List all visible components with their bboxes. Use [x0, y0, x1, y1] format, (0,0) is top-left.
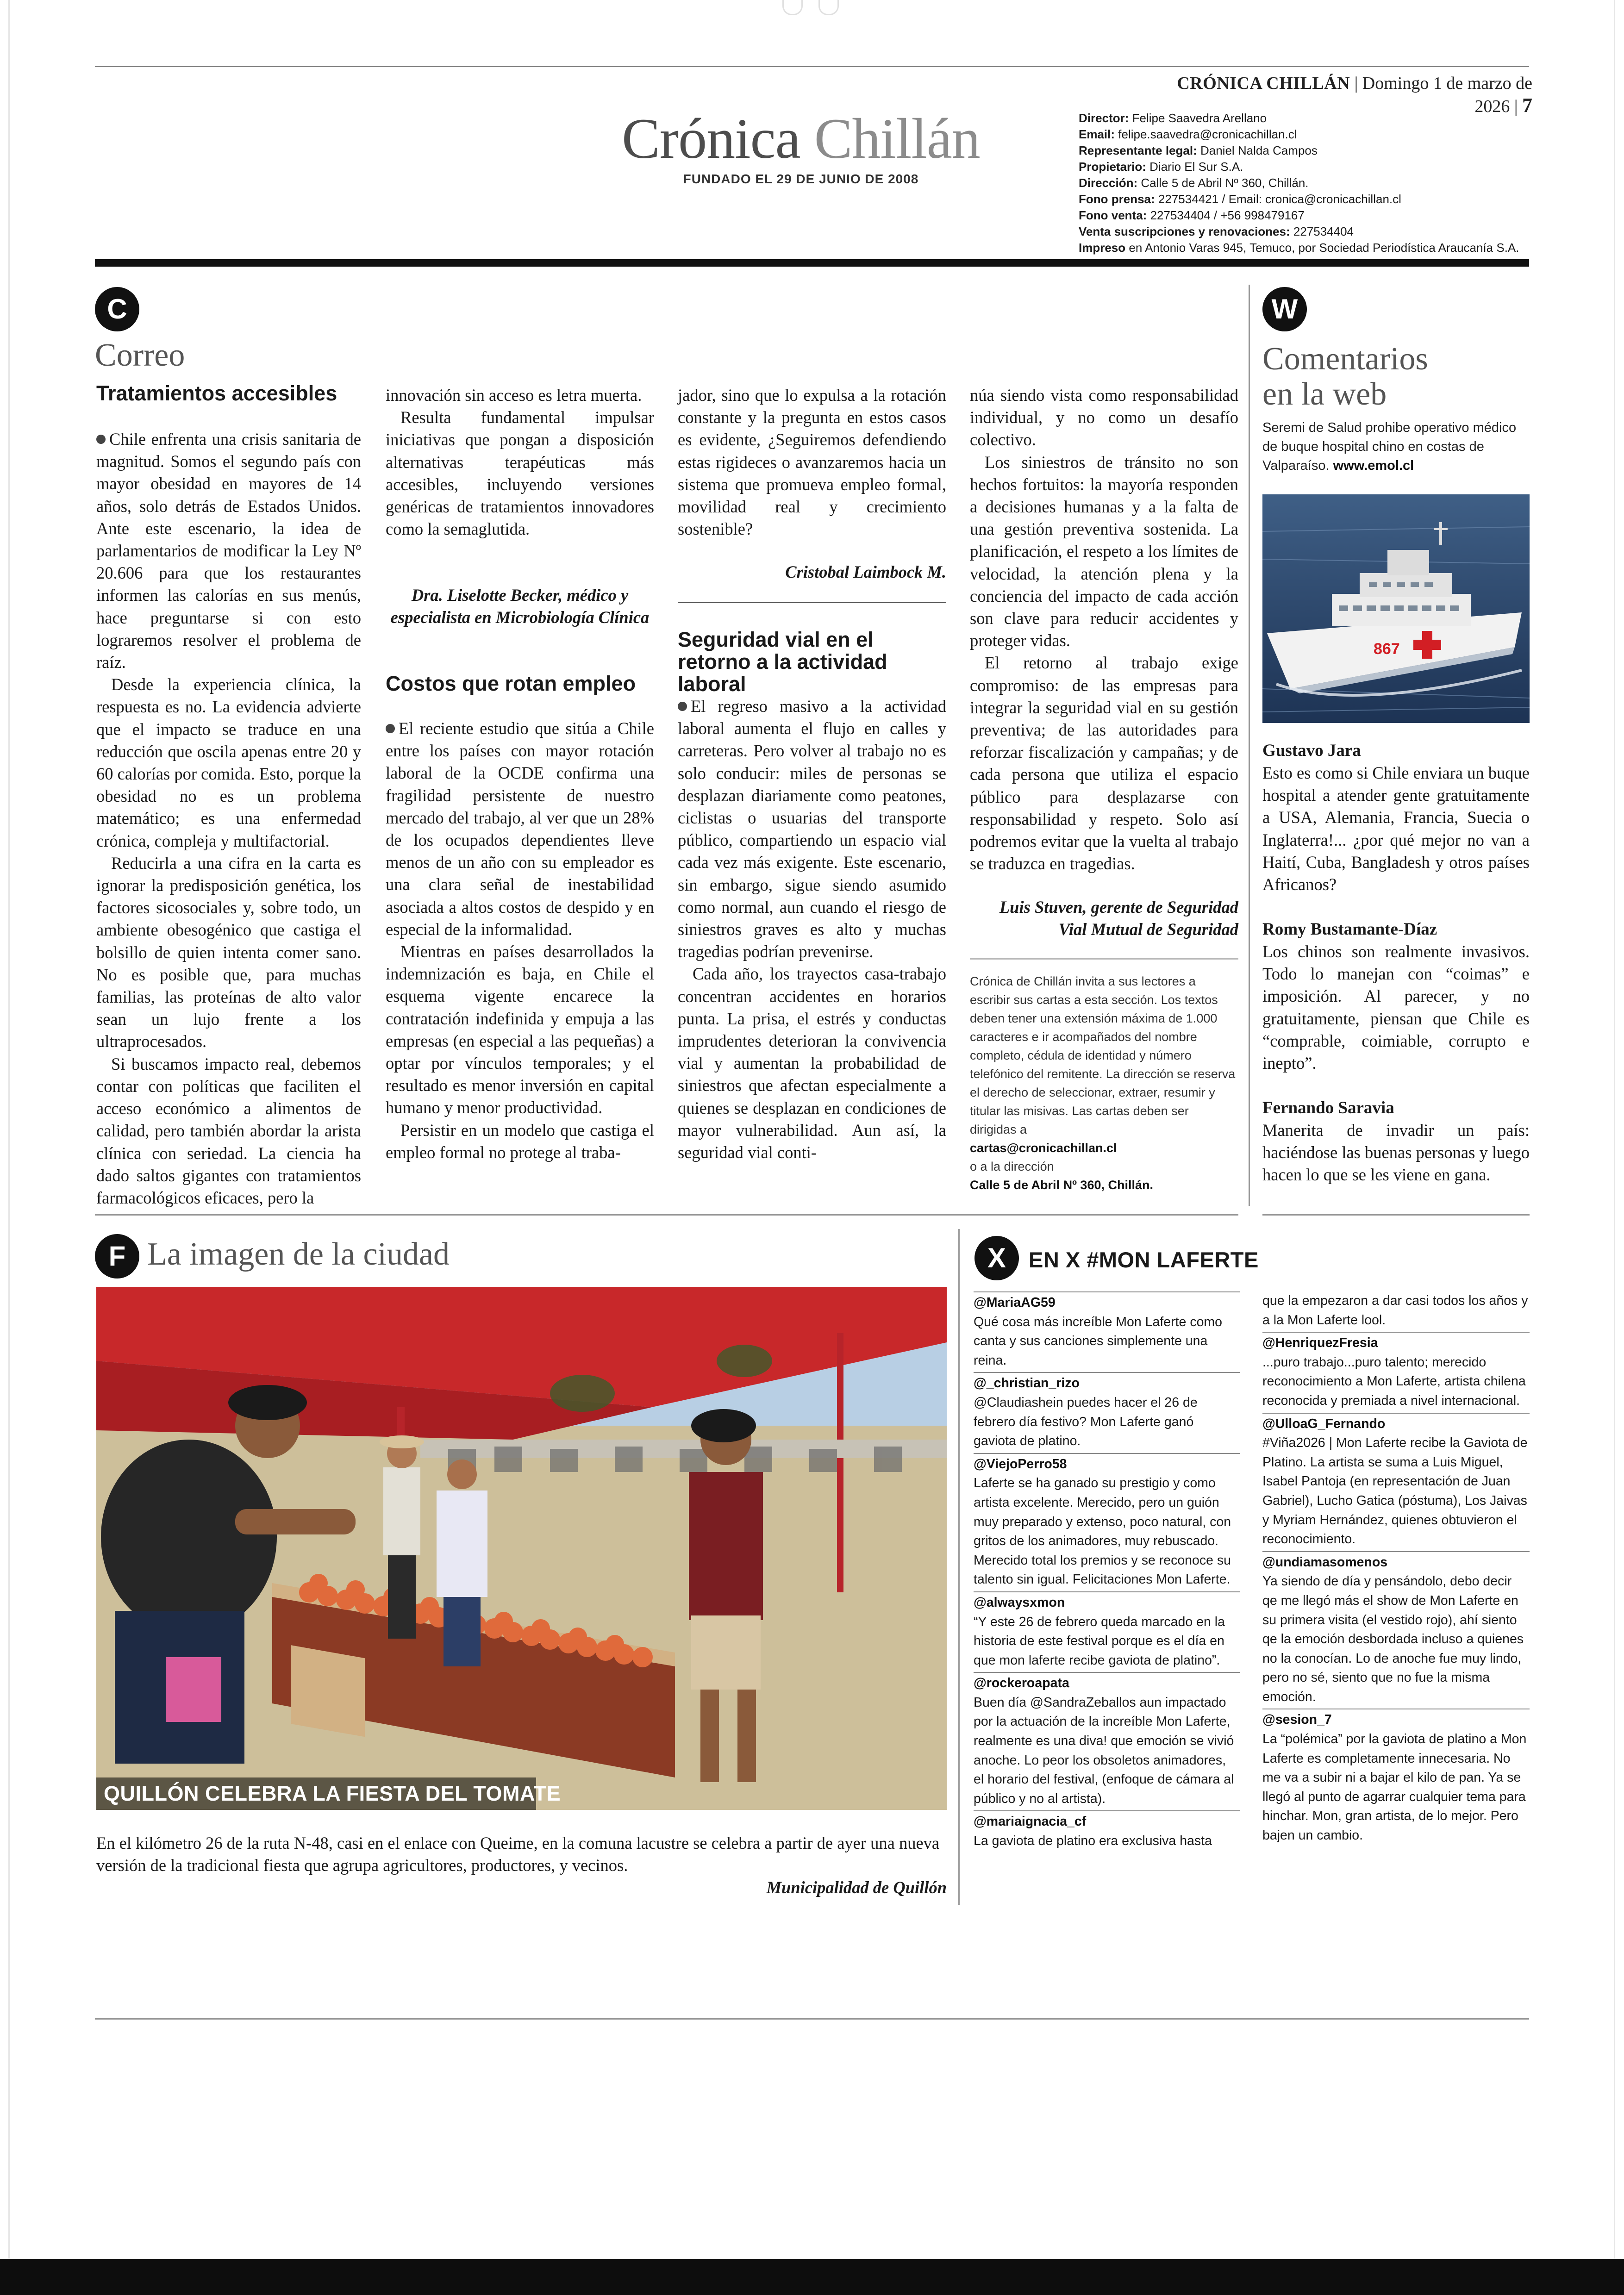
- comment-author: Romy Bustamante-Díaz: [1262, 920, 1437, 939]
- comment-text: Manerita de invadir un país: haciéndose las buenas personas y luego hacen lo que se les viene en gana.: [1262, 1121, 1530, 1185]
- article-signature: Cristobal Laimbock M.: [785, 562, 946, 581]
- article-paragraph: [96, 428, 361, 674]
- photo-description: En el kilómetro 26 de la ruta N-48, casi en el enlace con Queime, en la comuna lacustre se celebra a partir de ayer una nueva versión de la tradicional fiesta que agrupa agricultores, productores, y vecinos.: [96, 1834, 940, 1875]
- article-paragraph: [96, 1053, 361, 1209]
- comment-author: Fernando Saravia: [1262, 1098, 1394, 1117]
- tweet-text: La “polémica” por la gaviota de platino a Mon Laferte es completamente innecesaria. No me va a subir ni a bajar el kilo de pan. Ya se llegó al punto de agarrar cualquier tema para hinchar. Mon, gran artista, de lo mejor. Pero bajen un cambio.: [1262, 1732, 1527, 1843]
- staff-value: Daniel Nalda Campos: [1197, 143, 1318, 157]
- logo-word-2: Chillán: [814, 107, 980, 170]
- photo-caption: QUILLÓN CELEBRA LA FIESTA DEL TOMATE: [104, 1782, 561, 1805]
- paragraph-text: Chile enfrenta una crisis sanitaria de magnitud. Somos el segundo país con mayor obesidad en mayores de 14 años, solo detrás de Estados Unidos. Ante este escenario, la idea de parlamentarios de modificar la Ley Nº 20.606 para que los restaurantes informen las calorías en sus menús, hace preguntarse si con esto lograremos resolver el problema de raíz.: [96, 430, 361, 672]
- tweet-handle[interactable]: @rockeroapata: [974, 1672, 1240, 1693]
- paragraph-text: innovación sin acceso es letra muerta.: [386, 386, 642, 405]
- section-badge-imagen: F: [95, 1234, 139, 1278]
- section-title-x: EN X #MON LAFERTE: [1029, 1247, 1259, 1272]
- staff-value: Felipe Saavedra Arellano: [1129, 111, 1267, 125]
- staff-label: Dirección:: [1079, 176, 1138, 190]
- tweet-text: “Y este 26 de febrero queda marcado en la historia de este festival porque es el día en que mon laferte recibe gaviota de platino”.: [974, 1614, 1225, 1668]
- staff-value: en Antonio Varas 945, Temuco, por Sociedad Periodística Araucanía S.A.: [1125, 241, 1519, 255]
- article-paragraph: [678, 695, 946, 963]
- top-rule: [95, 66, 1529, 67]
- signature-line: Vial Mutual de Seguridad: [1058, 920, 1238, 939]
- comment-author: Gustavo Jara: [1262, 741, 1361, 760]
- staff-label: Fono venta:: [1079, 208, 1147, 222]
- page-nav-dots: [782, 0, 839, 15]
- paragraph-text: Resulta fundamental impulsar iniciativas que pongan a disposición alternativas terapéuticas más accesibles, incluyendo versiones genéricas de tratamientos innovadores como la semaglutida.: [386, 408, 654, 539]
- article-signature: [970, 896, 1238, 941]
- staff-line: [1079, 240, 1542, 256]
- paragraph-text: Desde la experiencia clínica, la respuesta es no. La evidencia advierte que el impacto se traduce en una reducción que oscila apenas entre 20 y 60 calorías por comida. Esto, porque la obesidad no es un problema matemático; es una enfermedad crónica, compleja y multifactorial.: [96, 675, 361, 850]
- viewer-bottom-bar: [0, 2259, 1624, 2295]
- paragraph-text: núa siendo vista como responsabilidad individual, y no como un desafío colectivo.: [970, 386, 1238, 449]
- note-email[interactable]: cartas@cronicachillan.cl: [970, 1141, 1117, 1155]
- ship-image: [1262, 494, 1530, 723]
- web-intro: [1262, 418, 1529, 475]
- tweet-handle[interactable]: @ViejoPerro58: [974, 1453, 1240, 1474]
- staff-value: Diario El Sur S.A.: [1146, 160, 1243, 174]
- signature-line: Luis Stuven, gerente de Seguridad: [999, 898, 1238, 917]
- tweet-handle[interactable]: @MariaAG59: [974, 1291, 1240, 1313]
- paragraph-text: Mientras en países desarrollados la indemnización es baja, en Chile el esquema vigente encarece la contratación indefinida y empuja a las empresas (en especial a las pequeñas) a optar por vínculos temporales; y el resultado es menor inversión en capital humano y menor productividad.: [386, 942, 654, 1117]
- masthead-logo: [602, 109, 1000, 169]
- staff-line: [1079, 175, 1542, 191]
- tweet-handle[interactable]: @alwaysxmon: [974, 1591, 1240, 1613]
- tweet-handle[interactable]: @sesion_7: [1262, 1709, 1530, 1730]
- article-column: [970, 384, 1238, 875]
- section-badge-correo: C: [95, 287, 139, 331]
- logo-word-1: Crónica: [622, 107, 800, 170]
- paragraph-text: El retorno al trabajo exige compromiso: de las empresas para integrar la seguridad vial en su gestión preventiva; de las autoridades para reforzar fiscalización y campañas; y de cada persona que utiliza el espacio público para desplazarse con responsabilidad y respeto. Solo así podremos evitar que la vuelta al trabajo se traduzca en tragedias.: [970, 653, 1238, 873]
- comment-text: Esto es como si Chile enviara un buque hospital a atender gente gratuitamente a USA, Alemania, Francia, Suecia o Inglaterra!... ¿por qué mejor no van a Haití, Cuba, Bangladesh y otros países Africanos?: [1262, 763, 1530, 894]
- title-line: en la web: [1262, 376, 1387, 412]
- staff-line: [1079, 143, 1542, 159]
- masthead-rule: [95, 259, 1529, 267]
- tweet-handle[interactable]: @mariaignacia_cf: [974, 1810, 1240, 1832]
- section-badge-web: W: [1262, 287, 1307, 331]
- paragraph-text: jador, sino que lo expulsa a la rotación constante y la pregunta en estos casos es evidente, ¿Seguiremos defendiendo estas rigideces o avanzaremos hacia un sistema que promueva empleo formal, movilidad real y crecimiento sostenible?: [678, 386, 946, 539]
- article-column: [678, 384, 946, 540]
- correo-end-rule: [95, 1214, 1238, 1216]
- note-text: Crónica de Chillán invita a sus lectores a escribir sus cartas a esta sección. Los textos deben tener una extensión máxima de 1.000 caracteres e ir acompañados del nombre completo, cédula de identidad y número telefónico del remitente. La dirección se reserva el derecho de seleccionar, extraer, resumir y titular las misivas. Las cartas deben ser dirigidas a: [970, 974, 1236, 1136]
- article-paragraph: [386, 406, 654, 540]
- article-column: [386, 384, 654, 540]
- tweet-handle[interactable]: @HenriquezFresia: [1262, 1332, 1530, 1353]
- tweet-text: Buen día @SandraZeballos aun impactado por la actuación de la increíble Mon Laferte, realmente es una diva! que emoción se vivió anoche. Lo peor los obsoletos animadores, el horario del festival, (enfoque de cámara al público y no al artista).: [974, 1695, 1234, 1806]
- article-paragraph: [386, 384, 654, 406]
- staff-line: [1079, 191, 1542, 207]
- tweet-text: Qué cosa más increíble Mon Laferte como canta y sus canciones simplemente una reina.: [974, 1314, 1223, 1368]
- article-paragraph: [96, 674, 361, 852]
- web-intro-link[interactable]: www.emol.cl: [1333, 458, 1414, 473]
- section-title-imagen: La imagen de la ciudad: [147, 1236, 450, 1272]
- dot-icon: [782, 0, 803, 15]
- tweet-handle[interactable]: @undiamasomenos: [1262, 1551, 1530, 1572]
- bullet-icon: [96, 435, 106, 444]
- photo-credit: Municipalidad de Quillón: [766, 1878, 947, 1897]
- folio-paper: CRÓNICA CHILLÁN: [1177, 74, 1350, 93]
- article-column: [96, 428, 361, 1209]
- web-end-rule: [1262, 1214, 1530, 1216]
- paragraph-text: Los siniestros de tránsito no son hechos fortuitos: la mayoría responden a decisiones humanas y a la falta de una gestión preventiva sostenida. La planificación, el respeto a los límites de velocidad, la atención plena y la conciencia del impacto de cada acción son clave para reducir accidentes y proteger vidas.: [970, 452, 1238, 650]
- svg-text:867: 867: [1374, 640, 1400, 658]
- staff-value: 227534404: [1290, 225, 1354, 238]
- article-paragraph: [678, 963, 946, 1164]
- section-title-correo: Correo: [95, 337, 185, 373]
- article-paragraph: [386, 1119, 654, 1164]
- staff-line: [1079, 159, 1542, 175]
- staff-label: Propietario:: [1079, 160, 1146, 174]
- page-edge-left: [8, 0, 10, 2259]
- article-divider: [678, 602, 946, 603]
- paragraph-text: Persistir en un modelo que castiga el empleo formal no protege al traba-: [386, 1120, 654, 1162]
- paragraph-text: El reciente estudio que sitúa a Chile entre los países con mayor rotación laboral de la OCDE confirma una fragilidad persistente de nuestro mercado del trabajo, al ver que un 28% de los ocupados dependientes lleve menos de un año con su empleador es una clara señal de inestabilidad asociada a altos costos de despido y en especial de la informalidad.: [386, 719, 654, 939]
- tweet-column: [974, 1291, 1240, 1853]
- article-paragraph: [970, 451, 1238, 652]
- column-rule: [958, 1229, 960, 1905]
- tweet-text: que la empezaron a dar casi todos los años y a la Mon Laferte lool.: [1262, 1293, 1528, 1328]
- hospital-ship-photo: [1262, 494, 1530, 723]
- article-paragraph: [96, 852, 361, 1053]
- tweet-text: @Claudiashein puedes hacer el 26 de febrero día festivo? Mon Laferte ganó gaviota de platino.: [974, 1395, 1198, 1449]
- staff-value: 227534404 / +56 998479167: [1147, 208, 1305, 222]
- paragraph-text: Reducirla a una cifra en la carta es ignorar la predisposición genética, los factores sicosociales y, sobre todo, un ambiente obesogénico que castiga el bolsillo de quien intenta comer sano. No es posible que, para muchas familias, las proteínas de alto valor sean un lujo frente a los ultraprocesados.: [96, 853, 361, 1051]
- article-paragraph: [386, 717, 654, 941]
- folio-page-number: 7: [1522, 94, 1532, 117]
- article-title: Tratamientos accesibles: [96, 381, 337, 405]
- article-title: Costos que rotan empleo: [386, 672, 636, 695]
- tweet-handle[interactable]: @_christian_rizo: [974, 1372, 1240, 1393]
- staff-line: [1079, 207, 1542, 224]
- bullet-icon: [386, 724, 395, 733]
- section-title-web: [1262, 342, 1428, 412]
- tweet-text: Ya siendo de día y pensándolo, debo decir qe me llegó más el show de Mon Laferte en su primera visita (el vestido rojo), ahí siento qe la emoción desbordada incluso a quienes no la conocían. Lo de anoche fue muy lindo, pero no sé, siento que no fue la misma emoción.: [1262, 1574, 1524, 1704]
- tweet-text: #Viña2026 | Mon Laferte recibe la Gaviota de Platino. La artista se suma a Luis Miguel, Isabel Pantoja (en representación de Juan Gabriel), Lucho Gatica (póstuma), Los Jaivas y Myriam Hernández, quienes obtuvieron el reconocimiento.: [1262, 1435, 1528, 1547]
- article-paragraph: [970, 384, 1238, 451]
- note-address: Calle 5 de Abril Nº 360, Chillán.: [970, 1178, 1153, 1192]
- staff-box: [1079, 110, 1542, 256]
- staff-value: felipe.saavedra@cronicachillan.cl: [1115, 127, 1297, 141]
- article-signature: Dra. Liselotte Becker, médico y especialista en Microbiología Clínica: [390, 586, 650, 627]
- tweet-handle[interactable]: @UlloaG_Fernando: [1262, 1413, 1530, 1434]
- staff-label: Email:: [1079, 127, 1115, 141]
- page-edge-right: [1614, 0, 1615, 2259]
- column-rule: [1249, 285, 1250, 1206]
- masthead-founded: FUNDADO EL 29 DE JUNIO DE 2008: [683, 172, 919, 186]
- staff-label: Venta suscripciones y renovaciones:: [1079, 225, 1290, 238]
- staff-label: Fono prensa:: [1079, 192, 1155, 206]
- note-text: o a la dirección: [970, 1160, 1054, 1173]
- tweet-text: Laferte se ha ganado su prestigio y como artista excelente. Merecido, pero un guión muy preparado y extenso, poco natural, con gritos de los animadores, muy rebuscado. Merecido total los premios y se reconoce su talento sin igual. Felicitaciones Mon Laferte.: [974, 1476, 1231, 1587]
- paragraph-text: El regreso masivo a la actividad laboral aumenta el flujo en calles y carreteras. Pero volver al trabajo no es solo conducir: miles de personas se desplazan diariamente como peatones, ciclistas o usuarias del transporte público, compartiendo un espacio vial cada vez más exigente. Este escenario, sin embargo, sigue siendo asumido como normal, aun cuando el riesgo de siniestros graves es alto y muchas tragedias podrían prevenirse.: [678, 697, 946, 961]
- masthead: [602, 109, 1000, 187]
- bullet-icon: [678, 702, 687, 711]
- festival-image: [96, 1287, 947, 1810]
- dot-icon: [818, 0, 839, 15]
- staff-label: Representante legal:: [1079, 143, 1197, 157]
- title-line: Comentarios: [1262, 341, 1428, 377]
- article-paragraph: [678, 384, 946, 540]
- article-column: [386, 717, 654, 1164]
- web-intro-text: Seremi de Salud prohibe operativo médico de buque hospital chino en costas de Valparaíso.: [1262, 420, 1517, 473]
- comment-text: Los chinos son realmente invasivos. Todo lo manejan con “coimas” e imposición. Al parecer, y no gratuitamente, piensan que Chile es “comprable, coimiable, corrupto e inepto”.: [1262, 942, 1530, 1073]
- staff-label: Impreso: [1079, 241, 1126, 255]
- staff-value: 227534421 / Email: cronica@cronicachillan.cl: [1155, 192, 1401, 206]
- paragraph-text: Si buscamos impacto real, debemos contar con políticas que faciliten el acceso económico a alimentos de calidad, pero también abordar la arista clínica con seriedad. La ciencia ha dado saltos gigantes con tratamientos farmacológicos eficaces, pero la: [96, 1054, 361, 1207]
- staff-line: [1079, 110, 1542, 126]
- folio-date: | Domingo 1 de marzo de 2026 |: [1354, 74, 1532, 116]
- staff-line: [1079, 224, 1542, 240]
- staff-value: Calle 5 de Abril Nº 360, Chillán.: [1137, 176, 1309, 190]
- note-divider: [970, 958, 1238, 960]
- section-badge-x: X: [974, 1236, 1019, 1280]
- article-paragraph: [970, 652, 1238, 875]
- staff-line: [1079, 126, 1542, 143]
- paragraph-text: Cada año, los trayectos casa-trabajo concentran accidentes en horarios punta. La prisa, el estrés y conductas imprudentes deterioran la convivencia vial y aumentan la probabilidad de siniestros que afectan especialmente a quienes se desplazan en condiciones de mayor vulnerabilidad. Aun así, la seguridad vial conti-: [678, 964, 946, 1162]
- article-title: Seguridad vial en el retorno a la actividad laboral: [678, 628, 887, 696]
- article-paragraph: [386, 941, 654, 1119]
- article-column: [678, 695, 946, 1164]
- tweet-column: [1262, 1291, 1530, 1847]
- tomato-festival-photo: [96, 1287, 947, 1810]
- tweet-text: ...puro trabajo...puro talento; merecido reconocimiento a Mon Laferte, artista chilena reconocida y premiada a nivel internacional.: [1262, 1354, 1526, 1408]
- page-bottom-rule: [95, 2018, 1529, 2020]
- tweet-text: La gaviota de platino era exclusiva hasta: [974, 1834, 1212, 1849]
- submission-note: [970, 972, 1238, 1194]
- staff-label: Director:: [1079, 111, 1129, 125]
